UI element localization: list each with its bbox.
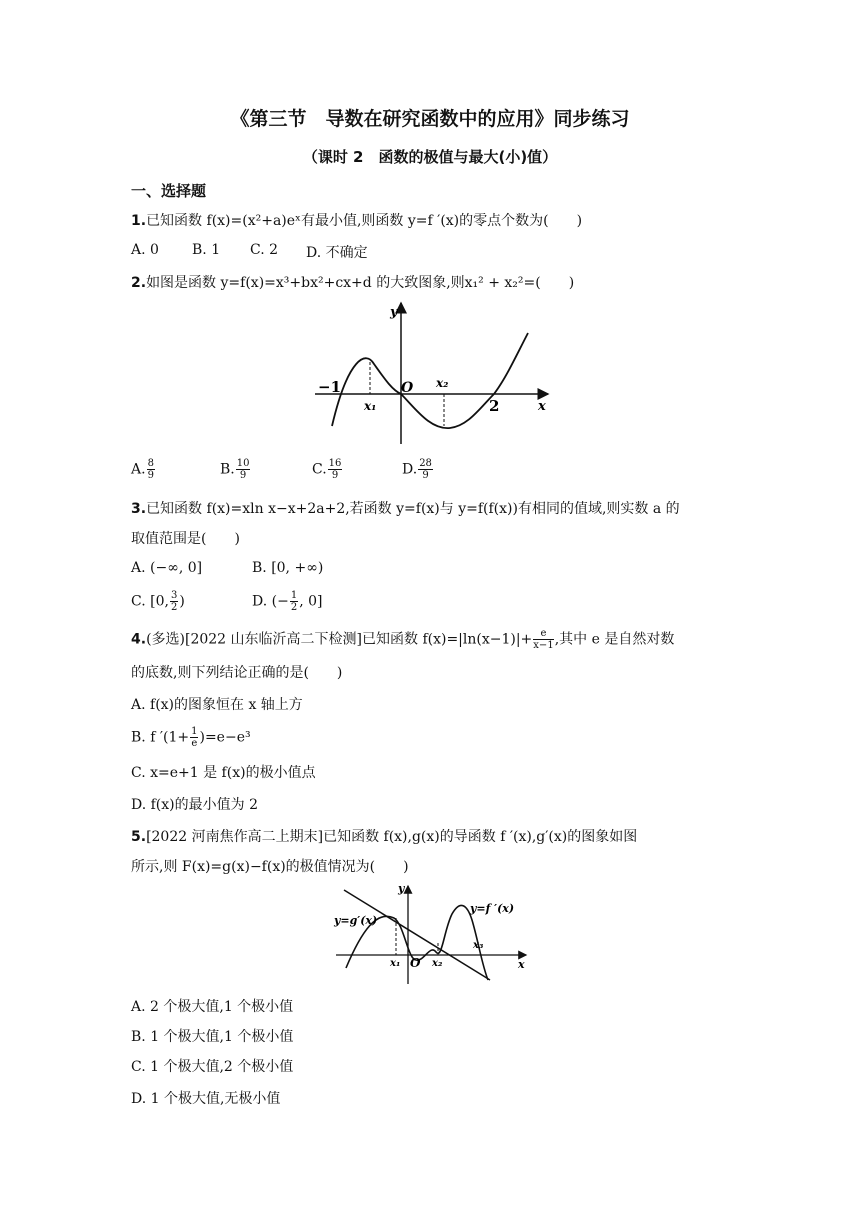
y-axis-label: y	[390, 305, 398, 320]
question-1-option-c: C. 2	[250, 242, 279, 258]
question-3-line1: 已知函数 f(x)=xln x−x+2a+2,若函数 y=f(x)与 y=f(f(x))有相同的值域,则实数 a 的	[146, 501, 680, 517]
question-3-option-c: C. [0, $\frac{3}{2}$ )	[131, 590, 185, 613]
question-5-number: 5.	[131, 829, 147, 845]
question-4: 4.(多选)[2022 山东临沂高二下检测]已知函数 f(x)=|ln(x−1)|+ $\frac{e}{x-1}$ ,其中 e 是自然对数	[131, 628, 675, 651]
question-1-option-b: B. 1	[192, 242, 221, 258]
question-1	[131, 210, 582, 230]
question-3-number: 3.	[131, 501, 147, 517]
neg-one-label: −1	[318, 378, 342, 396]
question-2	[131, 272, 574, 292]
x2-label: x₂	[436, 376, 449, 390]
x-axis-label: x	[518, 958, 525, 971]
question-5-option-d: D. 1 个极大值,无极小值	[131, 1091, 281, 1107]
question-5-option-b: B. 1 个极大值,1 个极小值	[131, 1029, 294, 1045]
question-3-option-b: B. [0, +∞)	[252, 560, 324, 576]
f-prime-label: y=f ′(x)	[470, 902, 515, 915]
two-label: 2	[489, 397, 500, 415]
question-5-option-a: A. 2 个极大值,1 个极小值	[131, 999, 294, 1015]
section-heading: 一、选择题	[131, 182, 207, 200]
x1-label: x₁	[390, 958, 401, 969]
question-2-number: 2.	[131, 275, 147, 291]
question-4-number: 4.	[131, 631, 147, 648]
question-2-option-b: B. $\frac{10}{9}$	[220, 458, 250, 481]
question-4-option-a: A. f(x)的图象恒在 x 轴上方	[131, 697, 303, 713]
question-1-number: 1.	[131, 213, 147, 229]
question-3-option-a: A. (−∞, 0]	[131, 560, 203, 576]
question-2-option-c: C. $\frac{16}{9}$	[312, 458, 342, 481]
question-4-option-b: B. f ′(1+ $\frac{1}{e}$ )=e−e³	[131, 726, 251, 749]
question-5-line2: 所示,则 F(x)=g(x)−f(x)的极值情况为( )	[131, 859, 409, 875]
question-1-text: 已知函数 f(x)=(x²+a)eˣ有最小值,则函数 y=f ′(x)的零点个数为( )	[146, 213, 583, 229]
derivative-graphs	[332, 880, 532, 986]
question-3-option-d: D. (− $\frac{1}{2}$ , 0]	[252, 590, 323, 613]
question-5: 5.[2022 河南焦作高二上期末]已知函数 f(x),g(x)的导函数 f ′(x),g′(x)的图象如图	[131, 829, 638, 845]
question-1-option-a: A. 0	[131, 242, 159, 258]
question-3	[131, 498, 680, 518]
g-prime-label: y=g′(x)	[334, 914, 378, 927]
page-title: 《第三节 导数在研究函数中的应用》同步练习	[230, 108, 630, 130]
x1-label: x₁	[364, 399, 377, 413]
question-3-line2: 取值范围是( )	[131, 531, 240, 547]
origin-label: O	[401, 380, 414, 396]
x3-label: x₃	[473, 940, 484, 951]
y-axis-label: y	[398, 882, 405, 895]
x2-label: x₂	[432, 958, 443, 969]
question-1-option-d: D. 不确定	[306, 245, 368, 261]
question-4-option-d: D. f(x)的最小值为 2	[131, 797, 258, 813]
question-2-text: 如图是函数 y=f(x)=x³+bx²+cx+d 的大致图象,则x₁² + x₂²=( )	[146, 275, 575, 291]
origin-label: O	[410, 956, 421, 970]
question-2-option-d: D. $\frac{28}{9}$	[402, 458, 432, 481]
page-subtitle: （课时 2 函数的极值与最大(小)值）	[302, 148, 558, 166]
x-axis-label: x	[538, 399, 546, 414]
question-4-option-c: C. x=e+1 是 f(x)的极小值点	[131, 765, 316, 781]
question-4-line2: 的底数,则下列结论正确的是( )	[131, 665, 343, 681]
question-5-option-c: C. 1 个极大值,2 个极小值	[131, 1059, 294, 1075]
cubic-function-graph	[310, 298, 560, 448]
question-2-option-a: A. $\frac{8}{9}$	[131, 458, 154, 481]
